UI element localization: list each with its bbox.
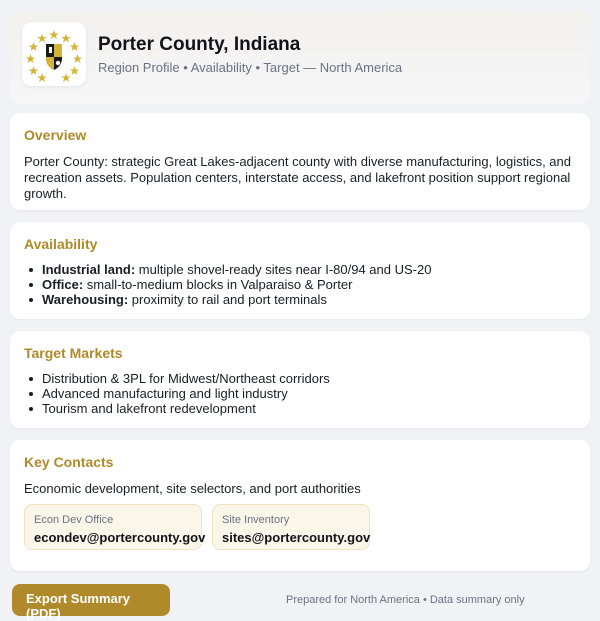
page-title: Porter County, Indiana (98, 34, 301, 55)
list-item: Tourism and lakefront redevelopment (24, 401, 576, 416)
footer-note: Prepared for North America • Data summary only (286, 594, 525, 606)
target-markets-card (10, 331, 590, 428)
region-header (10, 10, 590, 104)
availability-heading: Availability (24, 236, 98, 252)
contact-site-inventory[interactable] (212, 504, 370, 550)
key-contacts-text: Economic development, site selectors, and port authorities (24, 481, 361, 496)
list-item-text: small-to-medium blocks in Valparaiso & Porter (83, 277, 353, 292)
overview-card (10, 113, 590, 210)
target-markets-list (24, 371, 576, 416)
export-summary-button[interactable]: Export Summary (PDF) (12, 584, 170, 616)
list-item-label: Warehousing: (42, 292, 129, 307)
overview-heading: Overview (24, 127, 87, 143)
availability-list (24, 262, 576, 307)
list-item (24, 262, 576, 277)
list-item-label: Office: (42, 277, 84, 292)
contact-email[interactable]: econdev@portercounty.gov (34, 530, 206, 545)
list-item-text: proximity to rail and port terminals (128, 292, 327, 307)
list-item-label: Industrial land: (42, 262, 136, 277)
contact-econ-dev[interactable] (24, 504, 206, 550)
list-item: Distribution & 3PL for Midwest/Northeast corridors (24, 371, 576, 386)
availability-card (10, 222, 590, 319)
target-markets-heading: Target Markets (24, 345, 123, 361)
page-subtitle: Region Profile • Availability • Target — North America (98, 60, 403, 75)
list-item (24, 292, 576, 307)
key-contacts-heading: Key Contacts (24, 454, 114, 470)
overview-text: Porter County: strategic Great Lakes-adjacent county with diverse manufacturing, logistics, and recreation assets. Population centers, interstate access, and lakefront position support regional growth. (24, 154, 571, 201)
county-seal-icon (22, 22, 86, 86)
contact-label: Site Inventory (222, 514, 290, 526)
list-item: Advanced manufacturing and light industry (24, 386, 576, 401)
list-item-text: multiple shovel-ready sites near I-80/94 and US-20 (135, 262, 432, 277)
list-item (24, 277, 576, 292)
contact-email[interactable]: sites@portercounty.gov (222, 530, 371, 545)
contact-label: Econ Dev Office (34, 514, 114, 526)
key-contacts-card (10, 440, 590, 571)
